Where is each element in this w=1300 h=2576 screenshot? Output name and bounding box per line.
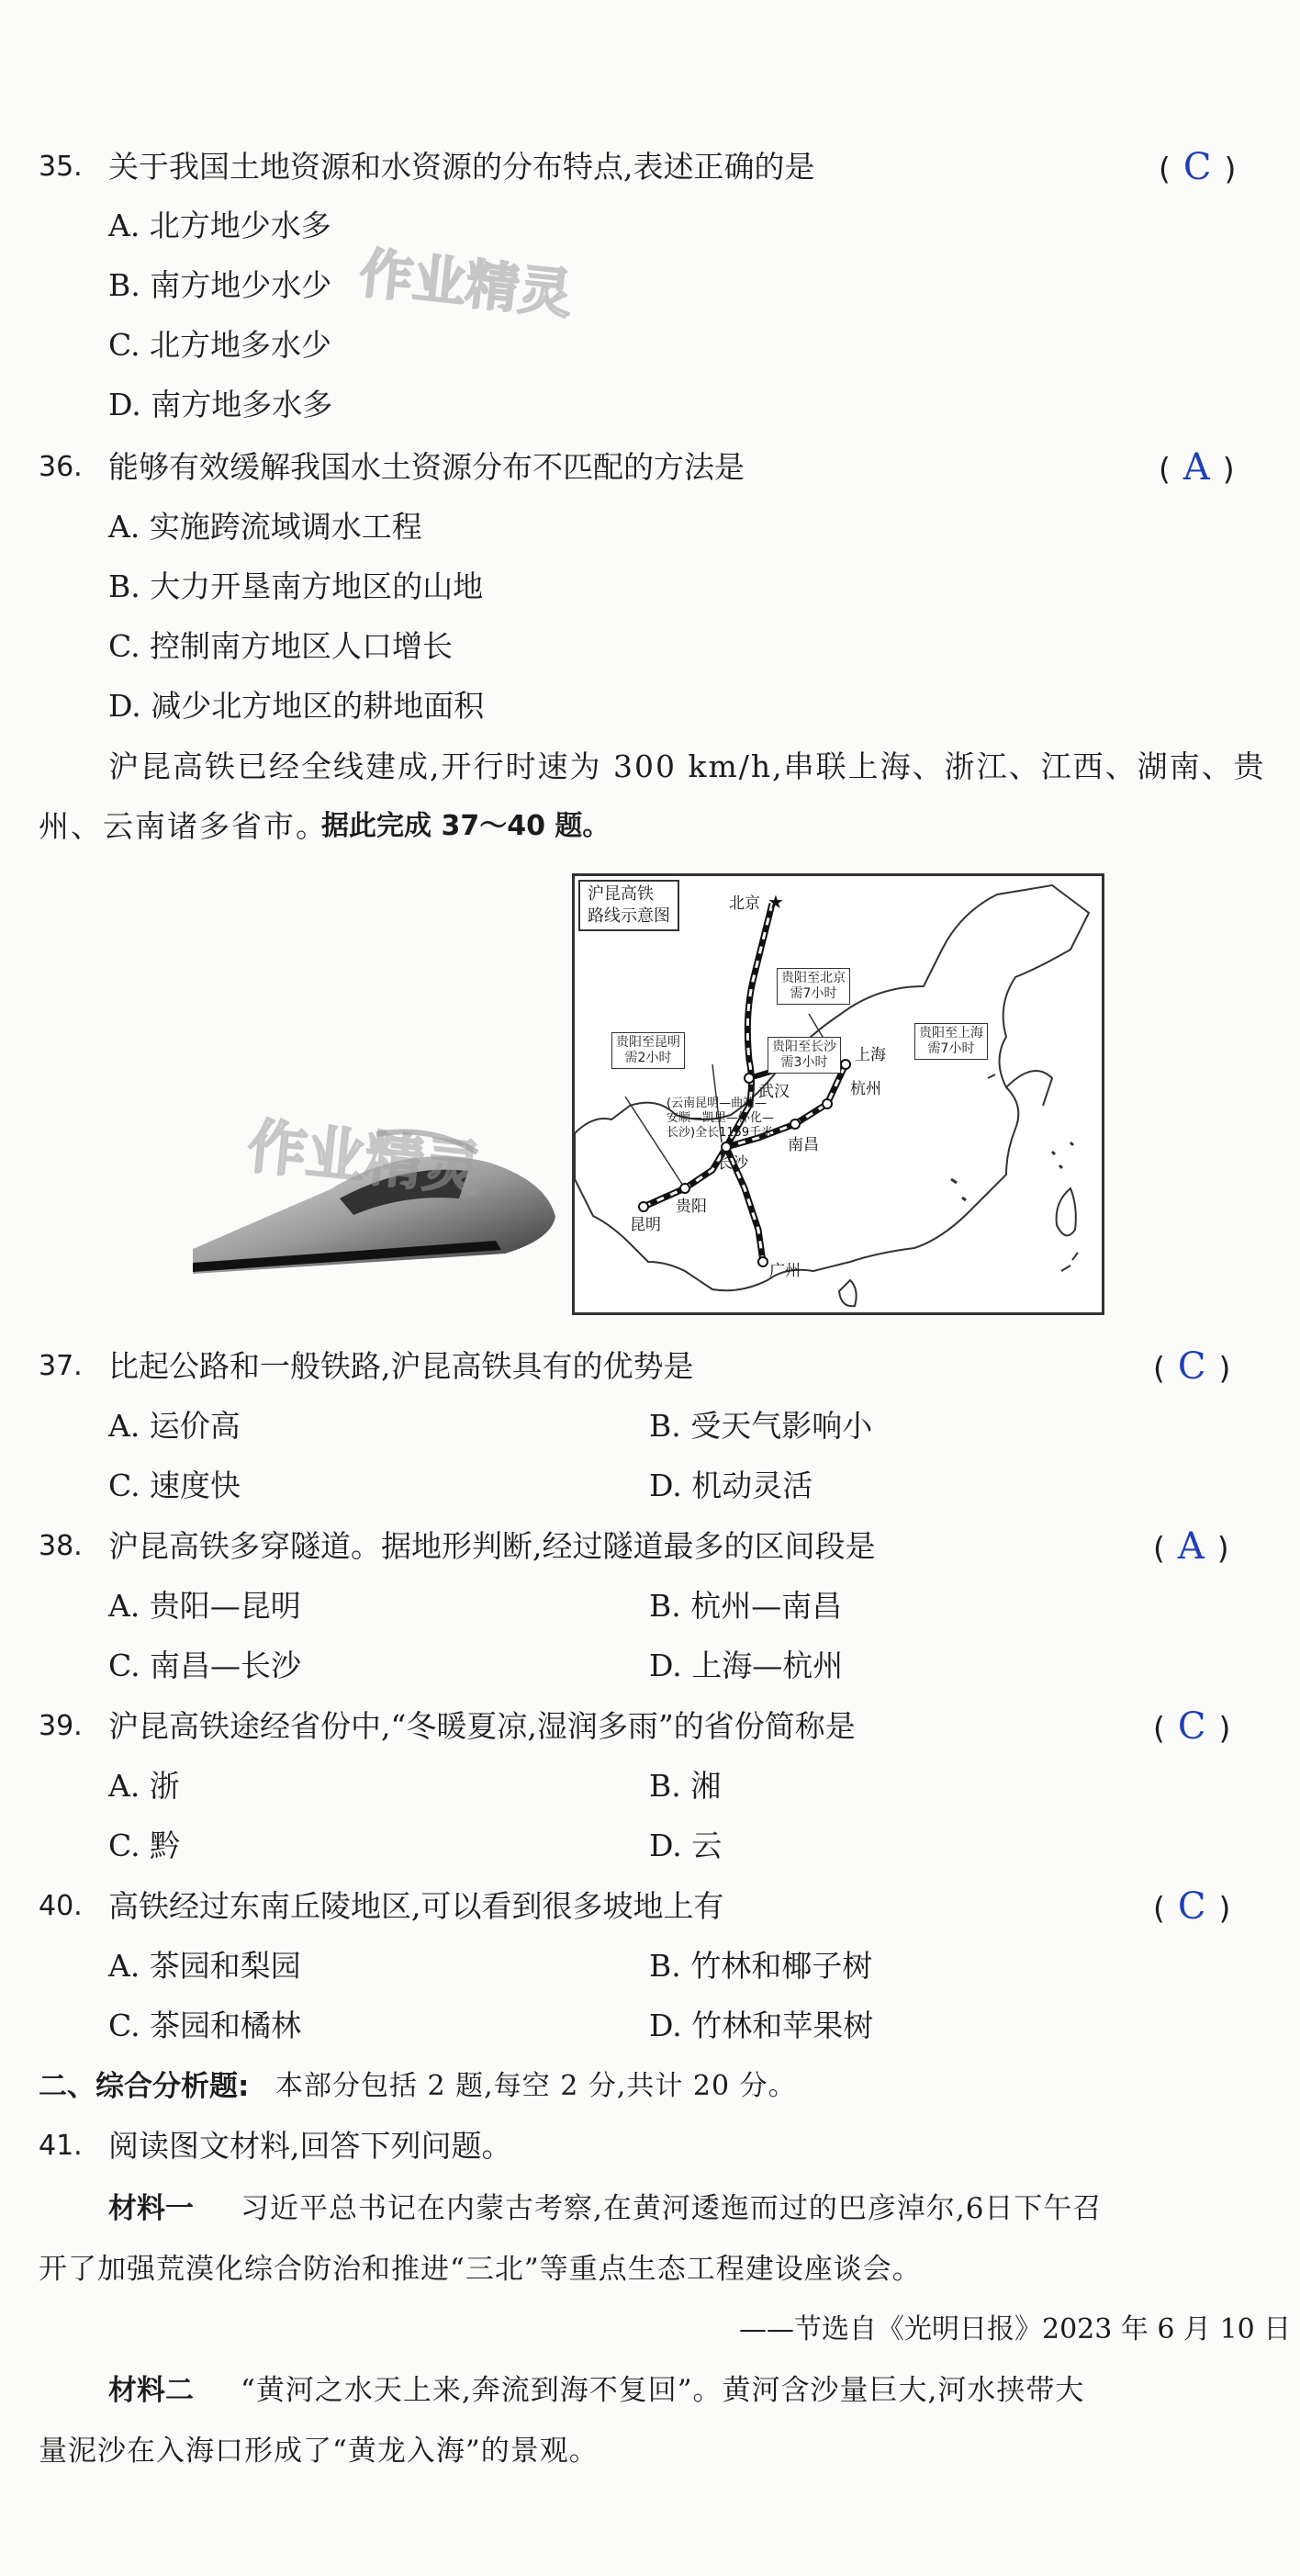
intro-line-2b: 据此完成 37～40 题。 xyxy=(321,810,611,842)
answer-letter: C xyxy=(1182,146,1212,188)
option-a: A. 浙 xyxy=(108,1768,180,1804)
city-hangzhou: 杭州 xyxy=(850,1080,881,1098)
label-guiyang-kunming xyxy=(611,1032,685,1069)
option-a: A. 茶园和梨园 xyxy=(108,1948,301,1984)
section-heading: 二、综合分析题: xyxy=(39,2070,250,2103)
label-guiyang-changsha xyxy=(768,1037,841,1074)
option-a: A. 运价高 xyxy=(108,1408,241,1444)
option-b: B. 杭州—南昌 xyxy=(649,1588,843,1624)
watermark: 作业精灵 xyxy=(356,242,576,326)
label-guiyang-beijing xyxy=(777,968,850,1005)
label-line: 贵阳至昆明 xyxy=(616,1035,680,1050)
label-guiyang-shanghai xyxy=(914,1023,988,1060)
question-number: 39. xyxy=(39,1710,83,1742)
option-a: A. 北方地少水多 xyxy=(108,208,331,243)
option-c: C. 控制南方地区人口增长 xyxy=(108,628,454,664)
material-1-line-2: 开了加强荒漠化综合防治和推进“三北”等重点生态工程建设座谈会。 xyxy=(39,2253,922,2286)
option-a: A. 实施跨流域调水工程 xyxy=(108,509,422,545)
question-number: 36. xyxy=(39,451,83,483)
answer-letter: A xyxy=(1177,1525,1205,1568)
answer-slot: ( C ) xyxy=(1153,1345,1231,1388)
label-line: 需3小时 xyxy=(780,1055,828,1070)
answer-slot: ( C ) xyxy=(1153,1705,1231,1748)
question-stem: 沪昆高铁途经省份中,“冬暖夏凉,湿润多雨”的省份简称是 xyxy=(108,1708,856,1744)
railway-map xyxy=(572,873,1104,1315)
answer-slot: ( A ) xyxy=(1159,446,1235,489)
route-note-line: 安顺—凯里—怀化— xyxy=(667,1111,775,1125)
city-shanghai: 上海 xyxy=(855,1046,886,1064)
material-2-line-1: “黄河之水天上来,奔流到海不复回”。黄河含沙量巨大,河水挟带大 xyxy=(241,2374,1085,2407)
svg-text:★: ★ xyxy=(768,891,784,913)
option-d: D. 机动灵活 xyxy=(649,1468,813,1503)
material-1-source: ——节选自《光明日报》2023 年 6 月 10 日 xyxy=(739,2313,1292,2345)
material-1-label: 材料一 xyxy=(108,2192,194,2225)
city-nanchang: 南昌 xyxy=(788,1136,819,1154)
option-c: C. 速度快 xyxy=(108,1468,241,1503)
intro-line-1: 沪昆高铁已经全线建成,开行时速为 300 km/h,串联上海、浙江、江西、湖南、贵 xyxy=(108,748,1266,784)
label-line: 需7小时 xyxy=(927,1041,975,1056)
label-line: 需2小时 xyxy=(624,1051,672,1065)
city-wuhan: 武汉 xyxy=(758,1083,790,1101)
label-line: 需7小时 xyxy=(790,986,837,1001)
option-b: B. 南方地少水少 xyxy=(108,267,332,303)
option-b: B. 大力开垦南方地区的山地 xyxy=(108,568,484,604)
label-line: 贵阳至北京 xyxy=(781,971,846,985)
route-note-line: (云南昆明—曲靖— xyxy=(667,1097,768,1110)
question-number: 38. xyxy=(39,1530,83,1562)
question-number: 40. xyxy=(39,1890,83,1922)
watermark: 作业精灵 xyxy=(244,1112,486,1206)
city-guiyang: 贵阳 xyxy=(676,1198,707,1216)
answer-letter: C xyxy=(1177,1345,1206,1388)
map-title-line-2: 路线示意图 xyxy=(588,906,670,926)
section-description: 本部分包括 2 题,每空 2 分,共计 20 分。 xyxy=(275,2070,797,2102)
option-d: D. 云 xyxy=(649,1828,723,1863)
route-note-line: 长沙)全长1159千米 xyxy=(667,1126,774,1140)
answer-letter: A xyxy=(1182,446,1210,489)
answer-slot: ( A ) xyxy=(1153,1525,1229,1568)
question-stem: 阅读图文材料,回答下列问题。 xyxy=(108,2128,512,2164)
option-a: A. 贵阳—昆明 xyxy=(108,1588,301,1624)
city-guangzhou: 广州 xyxy=(769,1262,801,1280)
answer-slot: ( C ) xyxy=(1159,146,1237,188)
option-d: D. 减少北方地区的耕地面积 xyxy=(108,688,485,724)
option-b: B. 受天气影响小 xyxy=(649,1408,873,1444)
question-number: 41. xyxy=(39,2130,83,2162)
material-1-line-1: 习近平总书记在内蒙古考察,在黄河逶迤而过的巴彦淖尔,6日下午召 xyxy=(241,2192,1103,2225)
city-beijing: 北京 xyxy=(729,894,760,913)
option-c: C. 南昌—长沙 xyxy=(108,1648,302,1683)
map-title-line-1: 沪昆高铁 xyxy=(588,884,654,904)
map-drawing xyxy=(575,876,1102,1312)
question-stem: 关于我国土地资源和水资源的分布特点,表述正确的是 xyxy=(108,149,815,185)
question-stem: 能够有效缓解我国水土资源分布不匹配的方法是 xyxy=(108,449,745,485)
label-line: 贵阳至上海 xyxy=(919,1026,983,1041)
question-stem: 比起公路和一般铁路,沪昆高铁具有的优势是 xyxy=(108,1348,694,1384)
question-stem: 沪昆高铁多穿隧道。据地形判断,经过隧道最多的区间段是 xyxy=(108,1528,876,1564)
option-b: B. 湘 xyxy=(649,1768,722,1804)
intro-line-2a: 州、云南诸多省市。 xyxy=(39,808,328,844)
option-d: D. 竹林和苹果树 xyxy=(649,2008,874,2043)
option-c: C. 茶园和橘林 xyxy=(108,2008,302,2043)
question-number: 35. xyxy=(39,151,83,183)
material-2-line-2: 量泥沙在入海口形成了“黄龙入海”的景观。 xyxy=(39,2435,599,2468)
city-changsha: 长沙 xyxy=(717,1154,748,1173)
question-number: 37. xyxy=(39,1350,83,1382)
option-d: D. 上海—杭州 xyxy=(649,1648,844,1683)
question-stem: 高铁经过东南丘陵地区,可以看到很多坡地上有 xyxy=(108,1888,724,1924)
option-c: C. 北方地多水少 xyxy=(108,327,332,363)
option-c: C. 黔 xyxy=(108,1828,181,1863)
map-title xyxy=(578,880,679,931)
answer-slot: ( C ) xyxy=(1153,1885,1231,1928)
material-2-label: 材料二 xyxy=(108,2374,194,2407)
route-note xyxy=(667,1097,774,1141)
answer-letter: C xyxy=(1177,1885,1206,1928)
option-b: B. 竹林和椰子树 xyxy=(649,1948,873,1984)
city-kunming: 昆明 xyxy=(630,1216,661,1234)
option-d: D. 南方地多水多 xyxy=(108,387,333,422)
label-line: 贵阳至长沙 xyxy=(772,1040,836,1054)
answer-letter: C xyxy=(1177,1705,1206,1748)
